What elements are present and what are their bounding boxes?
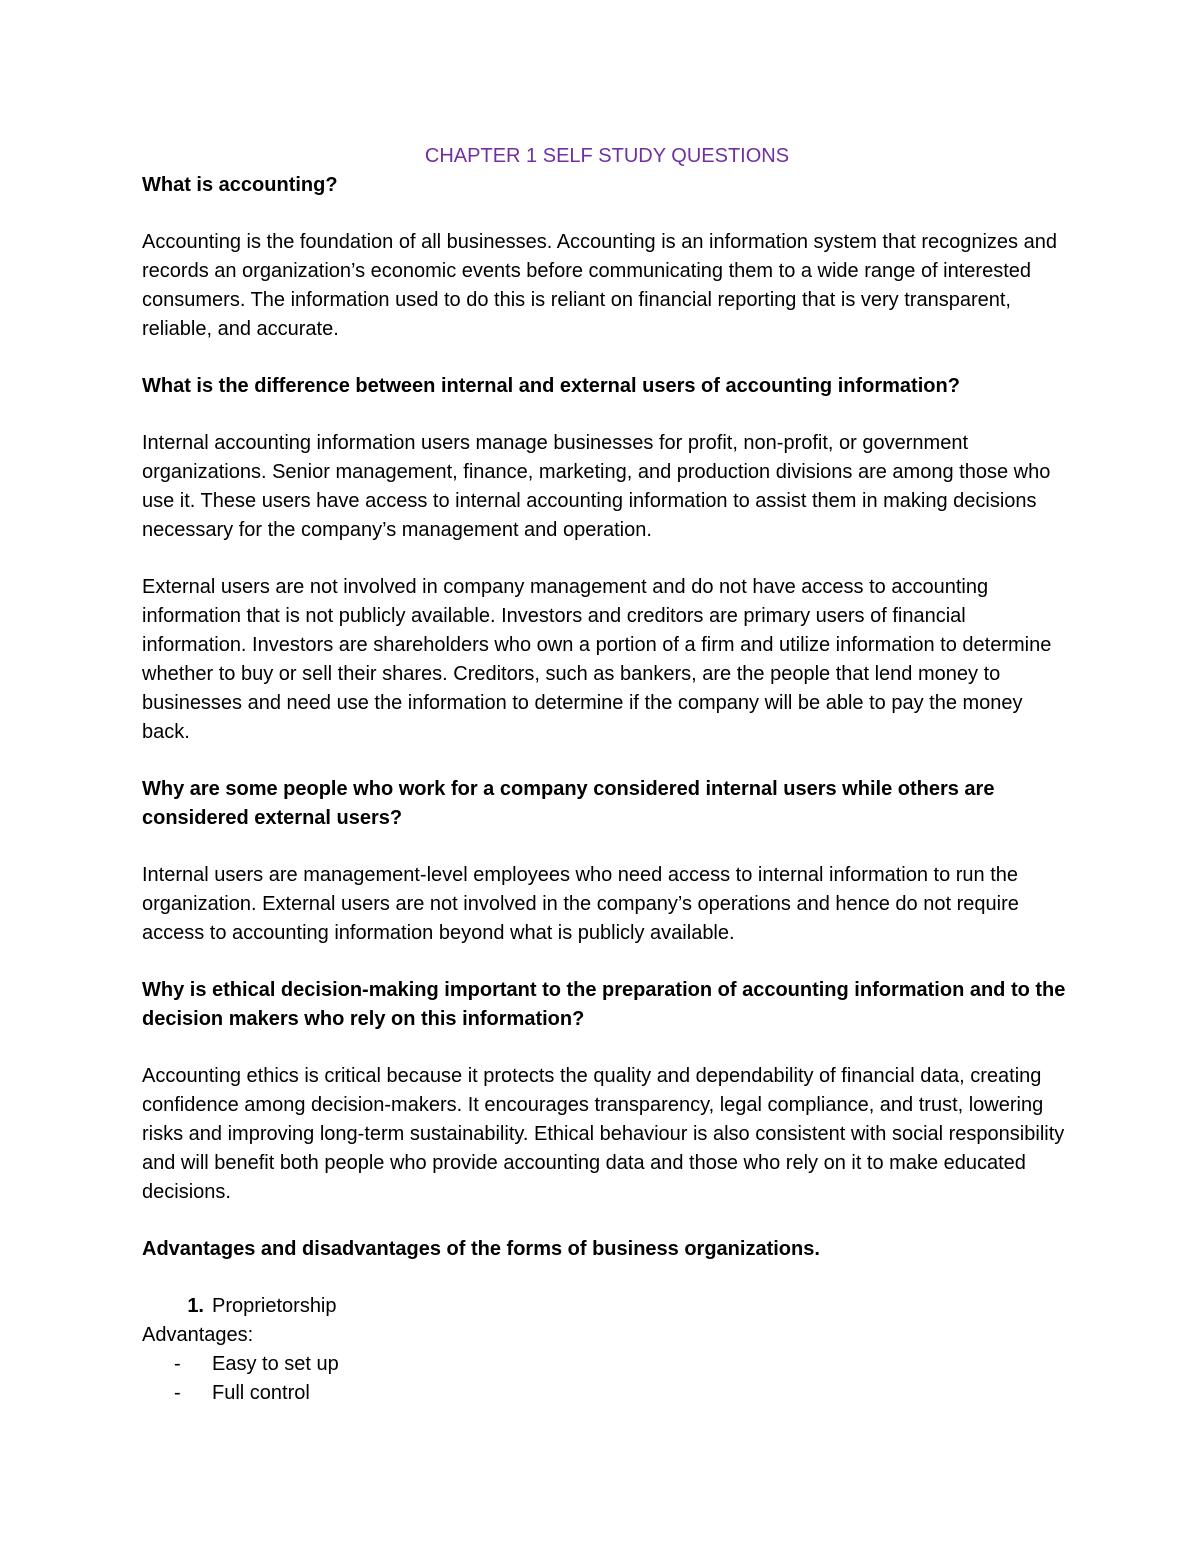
spacer (142, 1264, 1072, 1292)
advantages-label: Advantages: (142, 1324, 254, 1346)
question-1: What is accounting? (142, 174, 338, 196)
answer-3: Internal users are management-level employees who need access to internal information to run the organization. External users are not involved in the company’s operations and hence do not require access to accounting information beyond what is publicly available. (142, 864, 1019, 944)
spacer (142, 200, 1072, 228)
list-item-proprietorship (142, 1292, 1072, 1321)
dash-bullet: - (174, 1382, 181, 1404)
answer-2-external: External users are not involved in company management and do not have access to accounting information that is not publicly available. Investors and creditors are primary users of financial information. Investors are shareholders who own a portion of a firm and utilize information to determine whether to buy or sell their shares. Creditors, such as bankers, are the people that lend money to businesses and need use the information to determine if the company will be able to pay the money back. (142, 576, 1052, 743)
spacer (142, 545, 1072, 573)
dash-bullet: - (174, 1353, 181, 1375)
document-page (142, 142, 1072, 1408)
question-4: Why is ethical decision-making important to the preparation of accounting information and to the decision makers who rely on this information? (142, 979, 1066, 1030)
page-title: CHAPTER 1 SELF STUDY QUESTIONS (424, 145, 790, 167)
answer-4: Accounting ethics is critical because it protects the quality and dependability of financial data, creating confidence among decision-makers. It encourages transparency, legal compliance, and trust, lowering risks and improving long-term sustainability. Ethical behaviour is also consistent with social responsibility and will benefit both people who provide accounting data and those who rely on it to make educated decisions. (142, 1065, 1065, 1203)
spacer (142, 344, 1072, 372)
spacer (142, 833, 1072, 861)
answer-2-internal: Internal accounting information users manage businesses for profit, non-profit, or government organizations. Senior management, finance, marketing, and production divisions are among those who use it. These users have access to internal accounting information to assist them in making decisions necessary for the company’s management and operation. (142, 432, 1051, 541)
question-2: What is the difference between internal and external users of accounting information? (142, 375, 960, 397)
answer-1: Accounting is the foundation of all businesses. Accounting is an information system that recognizes and records an organization’s economic events before communicating them to a wide range of interested consumers. The information used to do this is reliant on financial reporting that is very transparent, reliable, and accurate. (142, 231, 1057, 340)
advantage-text: Easy to set up (212, 1353, 339, 1375)
spacer (142, 401, 1072, 429)
advantage-item (142, 1379, 1072, 1408)
spacer (142, 1034, 1072, 1062)
spacer (142, 1207, 1072, 1235)
question-5: Advantages and disadvantages of the forms of business organizations. (142, 1238, 820, 1260)
spacer (142, 948, 1072, 976)
advantage-item (142, 1350, 1072, 1379)
list-item-label: Proprietorship (212, 1295, 337, 1317)
advantage-text: Full control (212, 1382, 310, 1404)
question-3: Why are some people who work for a company considered internal users while others are considered external users? (142, 778, 995, 829)
spacer (142, 747, 1072, 775)
list-number: 1. (187, 1295, 204, 1317)
